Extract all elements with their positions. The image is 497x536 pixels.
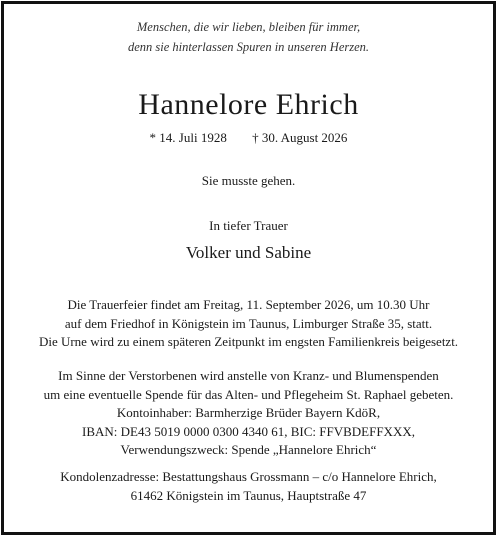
ceremony-line: auf dem Friedhof in Königstein im Taunus, Limburger Straße 35, statt. <box>64 315 433 331</box>
sorrow-label: In tiefer Trauer <box>209 218 288 233</box>
mourners-names: Volker und Sabine <box>185 243 312 262</box>
donation-line: um eine eventuelle Spende für das Alten- und Pflegeheim St. Raphael gebeten. <box>43 386 454 402</box>
ceremony-line: Die Trauerfeier findet am Freitag, 11. September 2026, um 10.30 Uhr <box>67 297 430 312</box>
donation-line: Kontoinhaber: Barmherzige Brüder Bayern KdöR, <box>116 405 381 420</box>
ceremony-paragraph <box>0 296 497 352</box>
donation-line: IBAN: DE43 5019 0000 0300 4340 61, BIC: FFVBDEFFXXX, <box>82 423 415 439</box>
ceremony-line: Die Urne wird zu einem späteren Zeitpunkt im engsten Familienkreis beigesetzt. <box>38 334 459 349</box>
birth-date: * 14. Juli 1928 <box>149 130 227 145</box>
motto-line-2: denn sie hinterlassen Spuren in unseren Herzen. <box>127 40 370 54</box>
death-date: † 30. August 2026 <box>252 130 348 145</box>
condolence-line: 61462 Königstein im Taunus, Hauptstraße 47 <box>130 487 367 503</box>
donation-line: Im Sinne der Verstorbenen wird anstelle von Kranz- und Blumenspenden <box>58 368 439 383</box>
donation-paragraph <box>0 367 497 460</box>
donation-line: Verwendungszweck: Spende „Hannelore Ehrich“ <box>120 442 377 457</box>
condolence-paragraph <box>0 468 497 505</box>
farewell-text: Sie musste gehen. <box>201 173 296 188</box>
deceased-name: Hannelore Ehrich <box>138 88 359 121</box>
motto-line-1: Menschen, die wir lieben, bleiben für immer, <box>136 20 361 34</box>
condolence-line: Kondolenzadresse: Bestattungshaus Grossmann – c/o Hannelore Ehrich, <box>60 469 437 484</box>
motto-quote <box>0 17 497 57</box>
life-dates <box>0 129 497 147</box>
